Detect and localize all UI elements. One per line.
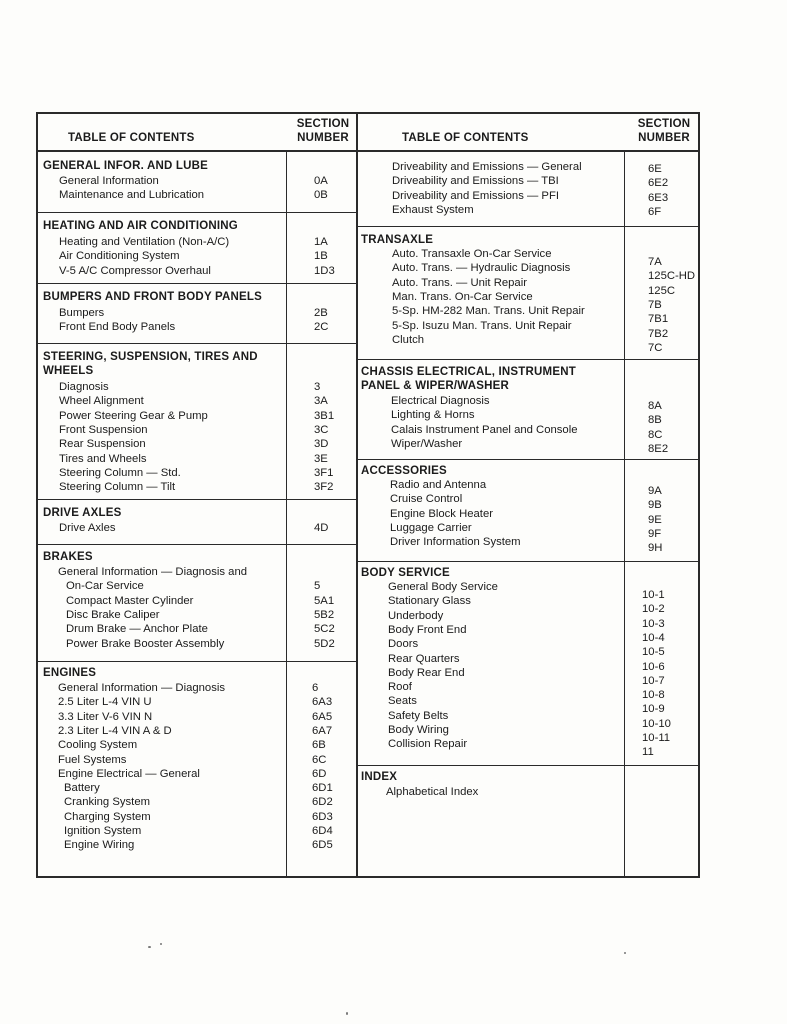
section-bumpers (38, 284, 356, 344)
toc-item-section-number: 10-4 (642, 631, 665, 644)
toc-item-label: Driver Information System (390, 536, 521, 549)
section-body-service (356, 562, 698, 766)
toc-item-section-number: 10-3 (642, 617, 665, 630)
section-index (356, 766, 698, 878)
toc-item-label: Front Suspension (59, 423, 148, 436)
toc-item-section-number: 8A (648, 400, 662, 412)
toc-item-section-number: 125C-HD (648, 270, 696, 283)
toc-item-section-number: 9A (648, 485, 662, 497)
toc-item-section-number: 5A1 (314, 594, 335, 607)
toc-item-label: Charging System (64, 810, 151, 823)
toc-item-label: Rear Suspension (59, 438, 146, 451)
toc-item-section-number: 6C (312, 753, 327, 766)
left-header-section-number: SECTION NUMBER (296, 118, 350, 144)
toc-item-section-number: 6D2 (312, 796, 333, 809)
toc-item-label: Roof (388, 681, 412, 694)
toc-item-label: Heating and Ventilation (Non-A/C) (59, 236, 230, 248)
toc-item-section-number: 6 (312, 682, 319, 694)
toc-item-label: General Information — Diagnosis and (58, 566, 248, 578)
toc-item-section-number: 125C (648, 284, 676, 297)
toc-item-label: 5-Sp. Isuzu Man. Trans. Unit Repair (392, 319, 572, 332)
toc-item-label: Drum Brake — Anchor Plate (66, 623, 208, 636)
toc-item-label: Driveability and Emissions — General (392, 161, 582, 173)
toc-item-section-number: 6A7 (312, 724, 333, 737)
toc-item-label: 3.3 Liter V-6 VIN N (58, 710, 153, 723)
table-of-contents (36, 112, 700, 878)
toc-item-section-number: 11 (642, 746, 654, 759)
toc-item-label: Auto. Trans. — Unit Repair (392, 276, 527, 289)
section-title: TRANSAXLE (361, 234, 434, 246)
section-transaxle (356, 227, 698, 360)
toc-item-label: Tires and Wheels (59, 452, 147, 465)
toc-item-section-number: 3C (314, 423, 329, 436)
toc-item-label: Ignition System (64, 825, 142, 837)
scan-speck (148, 946, 151, 948)
toc-item-label: General Body Service (388, 581, 498, 593)
toc-item-section-number: 6D3 (312, 810, 333, 823)
section-driveability (356, 152, 698, 227)
section-title: CHASSIS ELECTRICAL, INSTRUMENT PANEL & WIPER/WASHER (361, 366, 576, 393)
toc-item-label: Exhaust System (392, 203, 474, 216)
toc-item-label: Diagnosis (59, 381, 109, 393)
section-title: ENGINES (43, 667, 97, 679)
toc-item-section-number: 5B2 (314, 608, 335, 621)
toc-item-section-number: 5C2 (314, 623, 335, 636)
toc-item-section-number: 2C (314, 321, 329, 334)
toc-item-section-number: 5D2 (314, 637, 335, 650)
toc-item-section-number: 1D3 (314, 264, 335, 277)
section-title: STEERING, SUSPENSION, TIRES AND WHEELS (43, 351, 258, 378)
toc-item-label: Power Brake Booster Assembly (66, 637, 225, 650)
toc-item-label: Seats (388, 695, 417, 708)
toc-item-section-number: 10-6 (642, 660, 665, 673)
toc-item-label: 5-Sp. HM-282 Man. Trans. Unit Repair (392, 305, 585, 318)
toc-item-section-number: 9E (648, 513, 662, 526)
toc-item-section-number: 9F (648, 527, 662, 540)
right-header-title: TABLE OF CONTENTS (402, 132, 529, 144)
scan-speck (160, 943, 162, 945)
toc-item-label: Safety Belts (388, 709, 449, 722)
toc-item-section-number: 6B (312, 739, 326, 752)
toc-item-section-number: 3F2 (314, 481, 334, 494)
toc-item-section-number: 6E3 (648, 191, 669, 204)
toc-item-section-number: 6D4 (312, 825, 333, 837)
right-column-header (356, 114, 698, 152)
section-title: DRIVE AXLES (43, 507, 122, 519)
toc-item-label: Alphabetical Index (386, 786, 479, 798)
right-panel (356, 114, 698, 876)
toc-item-label: Cranking System (64, 796, 151, 809)
toc-item-label: Steering Column — Tilt (59, 481, 176, 494)
toc-item-section-number: 6D5 (312, 839, 333, 852)
toc-item-label: Man. Trans. On-Car Service (392, 290, 533, 303)
toc-item-label: Body Wiring (388, 724, 449, 736)
left-header-title: TABLE OF CONTENTS (68, 132, 195, 144)
section-steering (38, 344, 356, 500)
toc-item-label: Drive Axles (59, 522, 116, 534)
section-title: ACCESSORIES (361, 465, 447, 477)
left-panel (38, 114, 358, 876)
toc-item-label: Compact Master Cylinder (66, 594, 194, 607)
section-chassis-electrical (356, 360, 698, 460)
toc-item-section-number: 10-7 (642, 674, 665, 687)
section-title: BRAKES (43, 551, 93, 563)
toc-item-section-number: 3F1 (314, 466, 334, 479)
toc-item-label: Doors (388, 638, 419, 651)
toc-item-section-number: 10-9 (642, 703, 665, 716)
left-column-header (38, 114, 356, 152)
toc-item-section-number: 7A (648, 256, 662, 268)
section-accessories (356, 460, 698, 562)
toc-item-label: Electrical Diagnosis (391, 395, 490, 407)
toc-item-label: Lighting & Horns (391, 409, 475, 422)
toc-item-section-number: 9B (648, 499, 662, 512)
toc-item-section-number: 6D1 (312, 782, 333, 795)
toc-item-section-number: 10-11 (642, 732, 671, 744)
scan-speck (624, 952, 626, 954)
toc-item-section-number: 1B (314, 250, 328, 263)
section-drive-axles (38, 500, 356, 545)
toc-item-label: Auto. Trans. — Hydraulic Diagnosis (392, 262, 571, 275)
toc-item-section-number: 8C (648, 428, 663, 441)
toc-item-label: Body Rear End (388, 666, 465, 679)
toc-item-section-number: 1A (314, 236, 328, 248)
toc-item-label: Cruise Control (390, 493, 463, 506)
toc-item-label: Wheel Alignment (59, 395, 144, 408)
toc-item-label: Air Conditioning System (59, 250, 180, 263)
toc-item-section-number: 10-5 (642, 646, 665, 659)
toc-item-section-number: 10-10 (642, 717, 671, 730)
toc-item-label: Stationary Glass (388, 595, 471, 608)
section-engines (38, 662, 356, 878)
toc-item-label: Power Steering Gear & Pump (59, 409, 208, 422)
toc-item-section-number: 9H (648, 542, 663, 555)
toc-item-label: General Information — Diagnosis (58, 682, 226, 694)
toc-item-label: General Information (59, 175, 159, 187)
toc-item-label: On-Car Service (66, 580, 144, 593)
toc-item-section-number: 3A (314, 395, 328, 408)
toc-item-section-number: 8B (648, 414, 662, 427)
toc-item-label: Calais Instrument Panel and Console (391, 423, 578, 436)
toc-item-section-number: 5 (314, 580, 321, 593)
toc-item-label: Driveability and Emissions — PFI (392, 189, 559, 202)
toc-item-section-number: 3B1 (314, 409, 335, 422)
section-title: INDEX (361, 771, 398, 783)
toc-item-label: 2.5 Liter L-4 VIN U (58, 696, 152, 709)
toc-item-label: Rear Quarters (388, 652, 460, 665)
toc-item-label: Radio and Antenna (390, 479, 487, 491)
toc-item-section-number: 10-2 (642, 603, 665, 616)
toc-item-section-number: 6A3 (312, 696, 333, 709)
toc-item-section-number: 8E2 (648, 442, 669, 455)
toc-item-label: Collision Repair (388, 738, 468, 751)
toc-item-label: 2.3 Liter L-4 VIN A & D (58, 724, 172, 737)
toc-item-label: Disc Brake Caliper (66, 608, 160, 621)
toc-item-section-number: 7B1 (648, 313, 669, 326)
toc-item-section-number: 7B2 (648, 327, 669, 340)
section-heating-air (38, 213, 356, 284)
toc-item-section-number: 4D (314, 522, 329, 534)
toc-item-section-number: 6E (648, 163, 662, 175)
section-title: BUMPERS AND FRONT BODY PANELS (43, 291, 262, 303)
toc-item-label: Maintenance and Lubrication (59, 189, 205, 202)
toc-item-section-number: 3D (314, 438, 329, 451)
toc-item-section-number: 6D (312, 767, 327, 780)
toc-item-section-number: 0A (314, 175, 328, 187)
toc-item-section-number: 6F (648, 205, 662, 218)
toc-item-label: Steering Column — Std. (59, 466, 181, 479)
toc-item-section-number: 6A5 (312, 710, 333, 723)
toc-item-label: Engine Block Heater (390, 507, 493, 520)
toc-item-section-number: 7B (648, 298, 662, 311)
toc-item-label: Clutch (392, 333, 425, 346)
section-title: GENERAL INFOR. AND LUBE (43, 160, 208, 172)
toc-item-label: Body Front End (388, 623, 467, 636)
toc-item-label: Luggage Carrier (390, 521, 472, 534)
section-brakes (38, 545, 356, 662)
toc-item-label: Driveability and Emissions — TBI (392, 175, 559, 188)
toc-item-section-number: 3 (314, 381, 321, 393)
toc-item-label: Engine Wiring (64, 839, 135, 852)
toc-item-label: Auto. Transaxle On-Car Service (392, 248, 552, 260)
right-header-section-number: SECTION NUMBER (637, 118, 691, 144)
toc-item-label: Underbody (388, 609, 444, 622)
toc-item-label: V-5 A/C Compressor Overhaul (59, 264, 211, 277)
toc-item-label: Wiper/Washer (391, 437, 463, 450)
toc-item-section-number: 10-8 (642, 689, 665, 702)
toc-item-section-number: 10-1 (642, 589, 665, 601)
toc-item-section-number: 2B (314, 307, 328, 319)
toc-item-label: Bumpers (59, 307, 105, 319)
toc-item-label: Cooling System (58, 739, 138, 752)
toc-item-label: Battery (64, 782, 100, 795)
section-title: BODY SERVICE (361, 567, 450, 579)
toc-item-label: Fuel Systems (58, 753, 127, 766)
toc-item-section-number: 0B (314, 189, 328, 202)
toc-item-section-number: 7C (648, 341, 663, 354)
toc-item-label: Front End Body Panels (59, 321, 176, 334)
section-title: HEATING AND AIR CONDITIONING (43, 220, 238, 232)
section-general-infor (38, 152, 356, 213)
scan-speck (346, 1012, 348, 1015)
toc-item-section-number: 3E (314, 452, 328, 465)
toc-item-section-number: 6E2 (648, 177, 669, 190)
toc-item-label: Engine Electrical — General (58, 767, 200, 780)
